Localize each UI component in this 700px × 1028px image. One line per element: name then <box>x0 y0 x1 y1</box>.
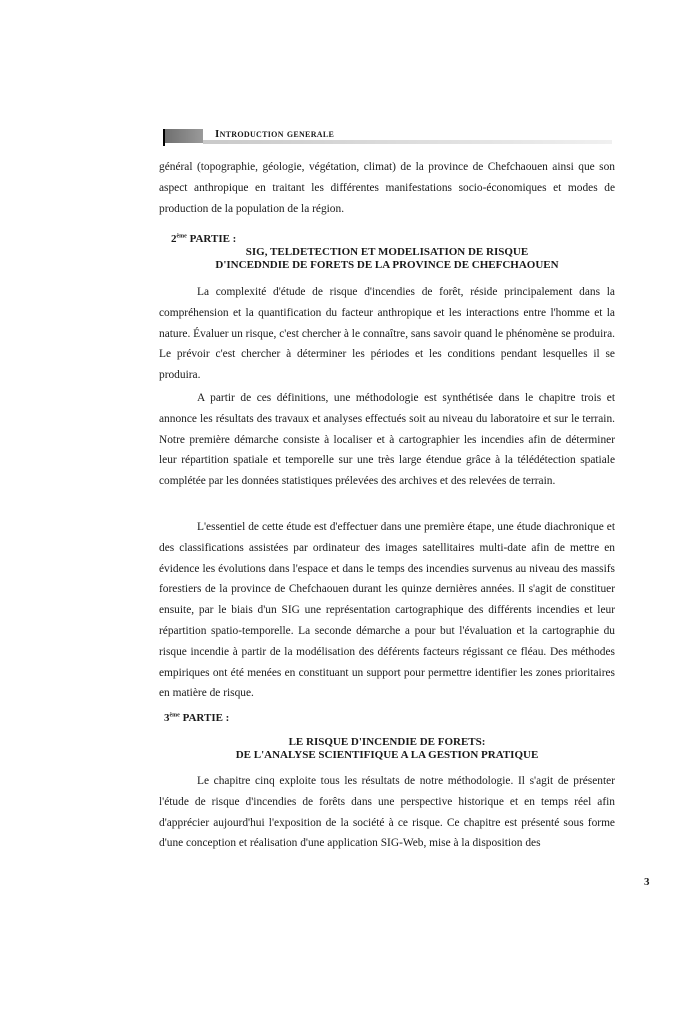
paragraph-complexity: La complexité d'étude de risque d'incendies de forêt, réside principalement dans la compréhension et la quantification du facteur anthropique et les interactions entre l'homme et la nature. Évaluer un risque, c'est chercher à le connaître, sans savoir quand le phénomène se produira. Le prévoir c'est chercher à déterminer les périodes et les conditions pendant lesquelles il se produira. <box>159 286 615 382</box>
part3-label-text: PARTIE : <box>182 712 230 724</box>
page-number: 3 <box>644 876 650 888</box>
part3-label <box>164 712 229 724</box>
part2-number: 2 <box>171 233 177 245</box>
part3-title-line2: DE L'ANALYSE SCIENTIFIQUE A LA GESTION PRATIQUE <box>235 749 539 761</box>
paragraph-intro-continued: général (topographie, géologie, végétation, climat) de la province de Chefchaouen ainsi que son aspect anthropique en traitant les différentes manifestations socio-économiques et modes de production de la population de la région. <box>159 161 615 215</box>
part3-ordinal: ème <box>169 712 180 719</box>
paragraph-chapter-five: Le chapitre cinq exploite tous les résultats de notre méthodologie. Il s'agit de présenter l'étude de risque d'incendies de forêts dans une perspective historique et en temps réel afin d'apprécier aujourd'hui l'exposition de la société à ce risque. Ce chapitre est présenté sous forme d'une conception et réalisation d'une application SIG-Web, mise à la disposition des <box>159 775 615 850</box>
part2-ordinal: ème <box>176 233 187 240</box>
header-decoration-block <box>163 129 203 143</box>
header-rule <box>203 140 612 144</box>
part2-title-line1: SIG, TELDETECTION ET MODELISATION DE RISQUE <box>245 246 529 258</box>
paragraph-study-essentials: L'essentiel de cette étude est d'effectuer dans une première étape, une étude diachronique et des classifications assistées par ordinateur des images satellitaires multi-date afin de mettre en évidence les évolutions dans l'espace et dans le temps des incendies survenus au niveau des massifs forestiers de la province de Chefchaouen durant les quinze dernières années. Il s'agit de constituer ensuite, par le biais d'un SIG une représentation cartographique des différents incendies et leur répartition spatio-temporelle. La seconde démarche a pour but l'évaluation et la cartographie du risque incendie à partir de la modélisation des déférents facteurs régissant ce fléau. Des méthodes empiriques ont été menées en constituant un support pour permettre identifier les zones prioritaires en matière de risque. <box>159 521 615 700</box>
part2-title-line2: D'INCEDNDIE DE FORETS DE LA PROVINCE DE CHEFCHAOUEN <box>215 259 559 271</box>
part3-title-line1: LE RISQUE D'INCENDIE DE FORETS: <box>288 736 486 748</box>
part2-label <box>171 233 236 245</box>
paragraph-methodology: A partir de ces définitions, une méthodologie est synthétisée dans le chapitre trois et annonce les résultats des travaux et analyses effectués soit au niveau du laboratoire et sur le terrain. Notre première démarche consiste à localiser et à cartographier les incendies afin de déterminer leur répartition spatiale et temporelle sur une très large étendue grâce à la télédétection spatiale complétée par les données statistiques prélevées des archives et des relevées de terrain. <box>159 392 615 488</box>
header-decoration-tick <box>163 129 165 146</box>
part2-label-text: PARTIE : <box>189 233 237 245</box>
part3-number: 3 <box>164 712 170 724</box>
running-header <box>163 126 612 146</box>
header-title: Introduction generale <box>215 128 335 140</box>
